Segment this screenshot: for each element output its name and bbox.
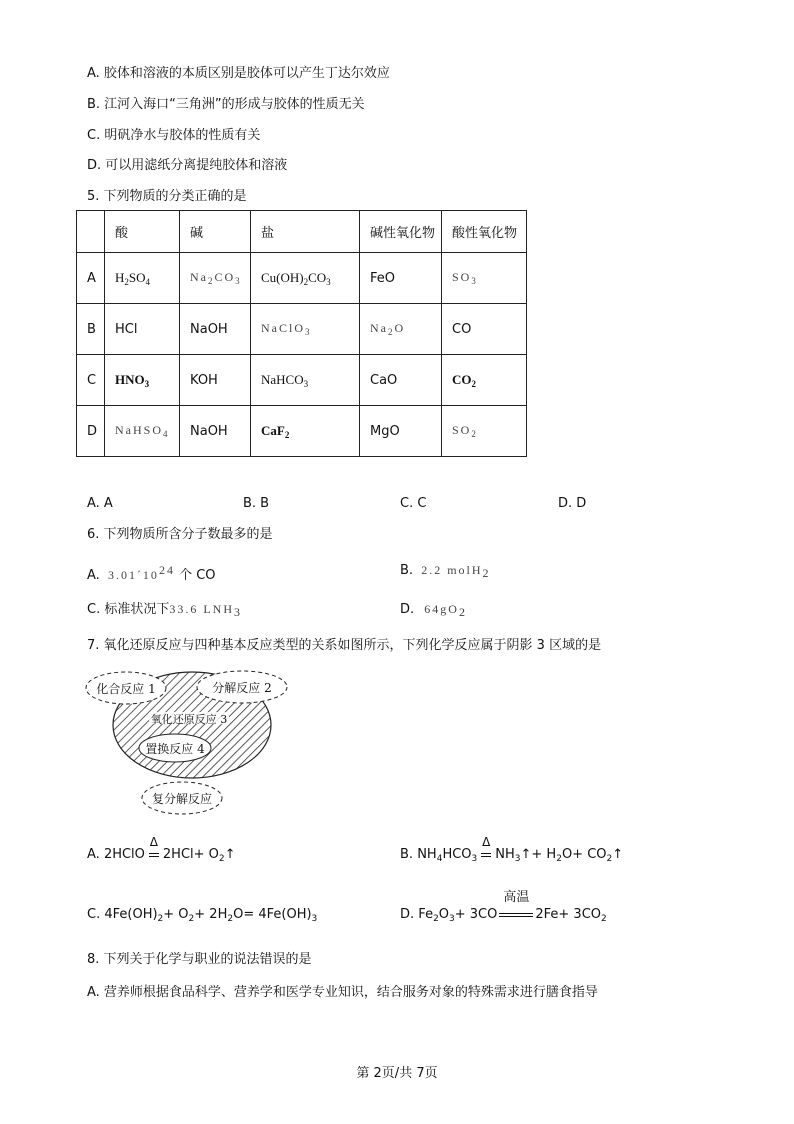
q4-option-b: B. 江河入海口“三角洲”的形成与胶体的性质无关: [87, 97, 365, 112]
condition-text: 高温: [503, 890, 530, 905]
decomposition-label: 分解反应 2: [212, 681, 272, 695]
formula-cell: $HNO_3$: [105, 355, 180, 406]
q6-stem: 6. 下列物质所含分子数最多的是: [87, 527, 273, 542]
q4-option-c: C. 明矾净水与胶体的性质有关: [87, 128, 261, 143]
subscript: 2: [482, 566, 491, 580]
row-label: C: [77, 355, 105, 406]
formula-cell: FeO: [360, 253, 442, 304]
table-header-cell: 酸性氧化物: [442, 211, 527, 253]
q8-stem: 8. 下列关于化学与职业的说法错误的是: [87, 952, 312, 967]
q7-option-a: [87, 835, 236, 868]
redox-label: 氧化还原反应 3: [150, 713, 228, 726]
equation: 2HClO Δ $2HCl+ O_2↑$: [103, 835, 236, 864]
formula-cell: CO: [442, 304, 527, 355]
row-label: A: [77, 253, 105, 304]
option-label: D.: [400, 602, 415, 617]
q4-option-a: A. 胶体和溶液的本质区别是胶体可以产生丁达尔效应: [87, 66, 390, 81]
formula-cell: NaHSO$_4$: [105, 406, 180, 457]
option-tail: 个 CO: [179, 568, 216, 583]
condition-heat: [477, 835, 495, 864]
subscript: 3: [234, 605, 243, 619]
condition-high-temp: [497, 890, 535, 924]
q5-option-b: B. B: [243, 496, 270, 511]
q5-option-a: A. A: [87, 496, 113, 511]
table-header-cell: 碱: [180, 211, 251, 253]
option-label: A.: [87, 568, 100, 583]
reaction-types-venn-diagram: [82, 668, 302, 818]
subscript: 2: [458, 605, 467, 619]
option-value: 2.2 molH: [421, 563, 483, 577]
formula-cell: HCl: [105, 304, 180, 355]
condition-text: Δ: [482, 835, 491, 849]
q5-option-d: D. D: [558, 496, 587, 511]
q4-option-d: D. 可以用滤纸分离提纯胶体和溶液: [87, 158, 288, 173]
equation: $NH_4HCO_3$ Δ $NH_3↑+ H_2O+$ $CO_2↑$: [417, 835, 624, 864]
table-row: [77, 253, 527, 304]
q6-option-a: [87, 561, 216, 585]
row-label: B: [77, 304, 105, 355]
exponent: 24: [158, 563, 175, 577]
formula-cell: NaHCO$_3$: [251, 355, 360, 406]
table-header-row: [77, 211, 527, 253]
option-label: D.: [400, 907, 415, 922]
displacement-label: 置换反应 4: [145, 742, 205, 756]
formula-cell: MgO: [360, 406, 442, 457]
table-header-cell: 盐: [251, 211, 360, 253]
q6-option-b: [400, 561, 491, 582]
formula-cell: NaOH: [180, 406, 251, 457]
table-header-cell: 碱性氧化物: [360, 211, 442, 253]
q7-option-c: [87, 906, 317, 928]
row-label: D: [77, 406, 105, 457]
equation: $4Fe(OH)_2+ O_2+ 2H_2O= 4Fe(OH)_3$: [104, 907, 318, 924]
q6-option-c: [87, 600, 242, 621]
q7-stem: 7. 氧化还原反应与四种基本反应类型的关系如图所示，下列化学反应属于阴影 3 区域的是: [87, 638, 602, 653]
q6-option-d: [400, 600, 467, 621]
formula-cell: $H_2SO_4$: [105, 253, 180, 304]
option-label: B.: [400, 847, 414, 862]
condition-text: Δ: [149, 835, 159, 849]
page-footer: 第 2页/共 7页: [356, 1066, 438, 1081]
formula-cell: $Na_2CO_3$: [180, 253, 251, 304]
formula-cell: CaO: [360, 355, 442, 406]
formula-cell: $SO_3$: [442, 253, 527, 304]
formula-cell: $Na_2O$: [360, 304, 442, 355]
option-value: 3.01´10: [107, 568, 159, 582]
classification-table: [76, 210, 527, 457]
equation: $Fe_2O_3+ 3CO$ 高温 $2Fe+ 3CO_2$: [418, 890, 607, 924]
double-decomposition-label: 复分解反应: [151, 792, 213, 806]
formula-cell: KOH: [180, 355, 251, 406]
table-row: [77, 355, 527, 406]
q5-options: [0, 496, 794, 514]
table-row: [77, 304, 527, 355]
q5-stem: 5. 下列物质的分类正确的是: [87, 189, 247, 204]
table-header-cell: [77, 211, 105, 253]
table-row: [77, 406, 527, 457]
option-label: C.: [87, 907, 101, 922]
formula-cell: CaF$_2$: [251, 406, 360, 457]
formula-cell: $SO_2$: [442, 406, 527, 457]
q5-option-c: C. C: [400, 496, 427, 511]
option-label: B.: [400, 563, 414, 578]
formula-cell: $Cu(OH)_2CO_3$: [251, 253, 360, 304]
table-header-cell: 酸: [105, 211, 180, 253]
option-label: A.: [87, 847, 100, 862]
formula-cell: $CO_2$: [442, 355, 527, 406]
q8-option-a: A. 营养师根据食品科学、营养学和医学专业知识，结合服务对象的特殊需求进行膳食指导: [87, 985, 598, 1000]
q7-option-b: [400, 835, 624, 868]
formula-cell: NaClO$_3$: [251, 304, 360, 355]
combination-label: 化合反应 1: [96, 682, 156, 696]
option-label: C. 标准状况下: [87, 602, 170, 617]
option-value: 33.6 LNH: [169, 602, 235, 616]
option-value: 64gO: [424, 602, 459, 616]
formula-cell: NaOH: [180, 304, 251, 355]
condition-heat: [145, 835, 163, 864]
q7-option-d: [400, 890, 607, 928]
